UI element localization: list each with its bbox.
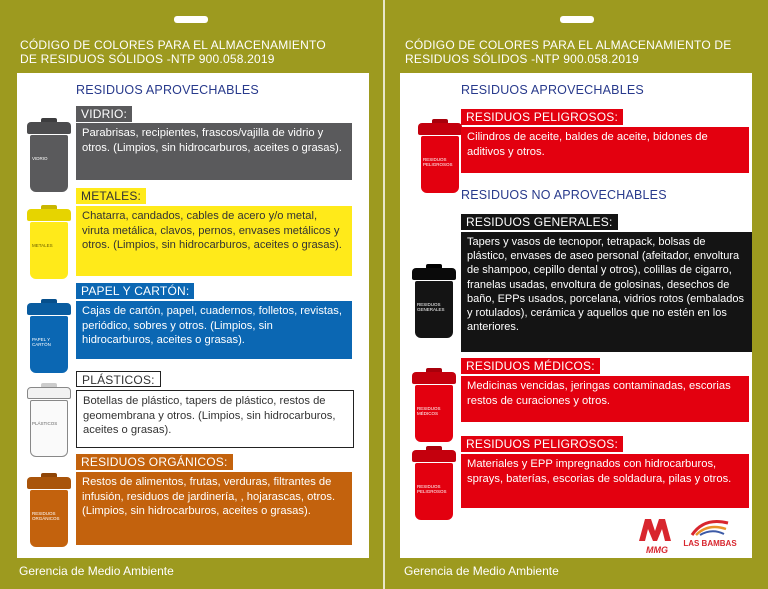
bin-label: RESIDUOS PELIGROSOS [417, 484, 447, 494]
medicos-description: Medicinas vencidas, jeringas contaminadas, escorias restos de curaciones y otros. [461, 376, 749, 422]
metales-label: METALES: [76, 188, 146, 204]
hang-slot [174, 16, 208, 23]
vidrio-description: Parabrisas, recipientes, frascos/vajilla de vidrio y otros. (Limpios, sin hidrocarburos, aceites o grasas). [76, 123, 352, 180]
plasticos-bin-icon [27, 387, 71, 457]
bin-label: VIDRIO [32, 156, 48, 161]
section-heading-no-aprovechables: RESIDUOS NO APROVECHABLES [461, 188, 667, 202]
peligrosos-2-description: Materiales y EPP impregnados con hidrocarburos, sprays, baterías, escorias de soldadura, pilas y otros. [461, 454, 749, 508]
medicos-bin-icon [412, 372, 456, 442]
papel-carton-label: PAPEL Y CARTÓN: [76, 283, 194, 299]
peligrosos-bin-icon [418, 123, 462, 193]
generales-bin-icon [412, 268, 456, 338]
right-card [385, 0, 768, 589]
left-card-title: CÓDIGO DE COLORES PARA EL ALMACENAMIENTO DE RESIDUOS SÓLIDOS -NTP 900.058.2019 [20, 38, 326, 66]
hang-slot [560, 16, 594, 23]
papel-carton-description: Cajas de cartón, papel, cuadernos, folletos, revistas, periódico, sobres y otros. (Limpios, sin hidrocarburos, aceites o grasas). [76, 301, 352, 359]
right-footer: Gerencia de Medio Ambiente [404, 564, 559, 578]
right-card-title: CÓDIGO DE COLORES PARA EL ALMACENAMIENTO DE RESIDUOS SÓLIDOS -NTP 900.058.2019 [405, 38, 732, 66]
right-panel [400, 73, 752, 558]
vidrio-label: VIDRIO: [76, 106, 132, 122]
organicos-bin-icon [27, 477, 71, 547]
bin-label: PAPEL Y CARTÓN [32, 337, 51, 347]
mmg-logo-text: MMG [646, 545, 668, 555]
section-heading-aprovechables: RESIDUOS APROVECHABLES [461, 83, 644, 97]
generales-label: RESIDUOS GENERALES: [461, 214, 618, 230]
metales-description: Chatarra, candados, cables de acero y/o metal, viruta metálica, clavos, pernos, envases metálicos y otros. (Limpios, sin hidrocarburos, aceites o grasas). [76, 206, 352, 276]
mmg-logo [637, 517, 677, 555]
peligrosos-bin-icon [412, 450, 456, 520]
peligrosos-label: RESIDUOS PELIGROSOS: [461, 109, 623, 125]
vidrio-bin-icon [27, 122, 71, 192]
las-bambas-logo-mark-icon [690, 515, 730, 537]
left-card [0, 0, 383, 589]
bin-label: METALES [32, 243, 53, 248]
medicos-label: RESIDUOS MÉDICOS: [461, 358, 600, 374]
bin-label: RESIDUOS GENERALES [417, 302, 445, 312]
metales-bin-icon [27, 209, 71, 279]
plasticos-label: PLÁSTICOS: [76, 371, 161, 387]
bin-label: RESIDUOS ORGÁNICOS [32, 511, 60, 521]
bin-label: RESIDUOS PELIGROSOS [423, 157, 453, 167]
generales-description: Tapers y vasos de tecnopor, tetrapack, bolsas de plástico, envases de aseo personal (afeitador, envoltura de shampoo, cepillo dental y otros), colillas de cigarro, franelas usadas, envoltura de golosinas, desechos de baño, EPPs usados, porcelana, vidrios rotos (embalados y rotulados), cerámica y aquellos que no estén en los anteriores. [461, 232, 752, 352]
organicos-description: Restos de alimentos, frutas, verduras, filtrantes de infusión, residuos de jardinería, , hojarascas, otros. (Limpios, sin hidrocarburos, aceites o grasas). [76, 472, 352, 545]
plasticos-description: Botellas de plástico, tapers de plástico, restos de geomembrana y otros. (Limpios, sin hidrocarburos, aceites o grasas). [76, 390, 354, 448]
bin-label: RESIDUOS MÉDICOS [417, 406, 441, 416]
peligrosos-description: Cilindros de aceite, baldes de aceite, bidones de aditivos y otros. [461, 127, 749, 173]
organicos-label: RESIDUOS ORGÁNICOS: [76, 454, 233, 470]
las-bambas-logo [682, 515, 738, 553]
papel-carton-bin-icon [27, 303, 71, 373]
las-bambas-logo-text: LAS BAMBAS [683, 539, 737, 548]
bin-label: PLÁSTICOS [32, 421, 58, 426]
section-heading-aprovechables: RESIDUOS APROVECHABLES [76, 83, 259, 97]
mmg-logo-mark-icon [637, 517, 677, 541]
left-panel [17, 73, 369, 558]
left-footer: Gerencia de Medio Ambiente [19, 564, 174, 578]
peligrosos-2-label: RESIDUOS PELIGROSOS: [461, 436, 623, 452]
